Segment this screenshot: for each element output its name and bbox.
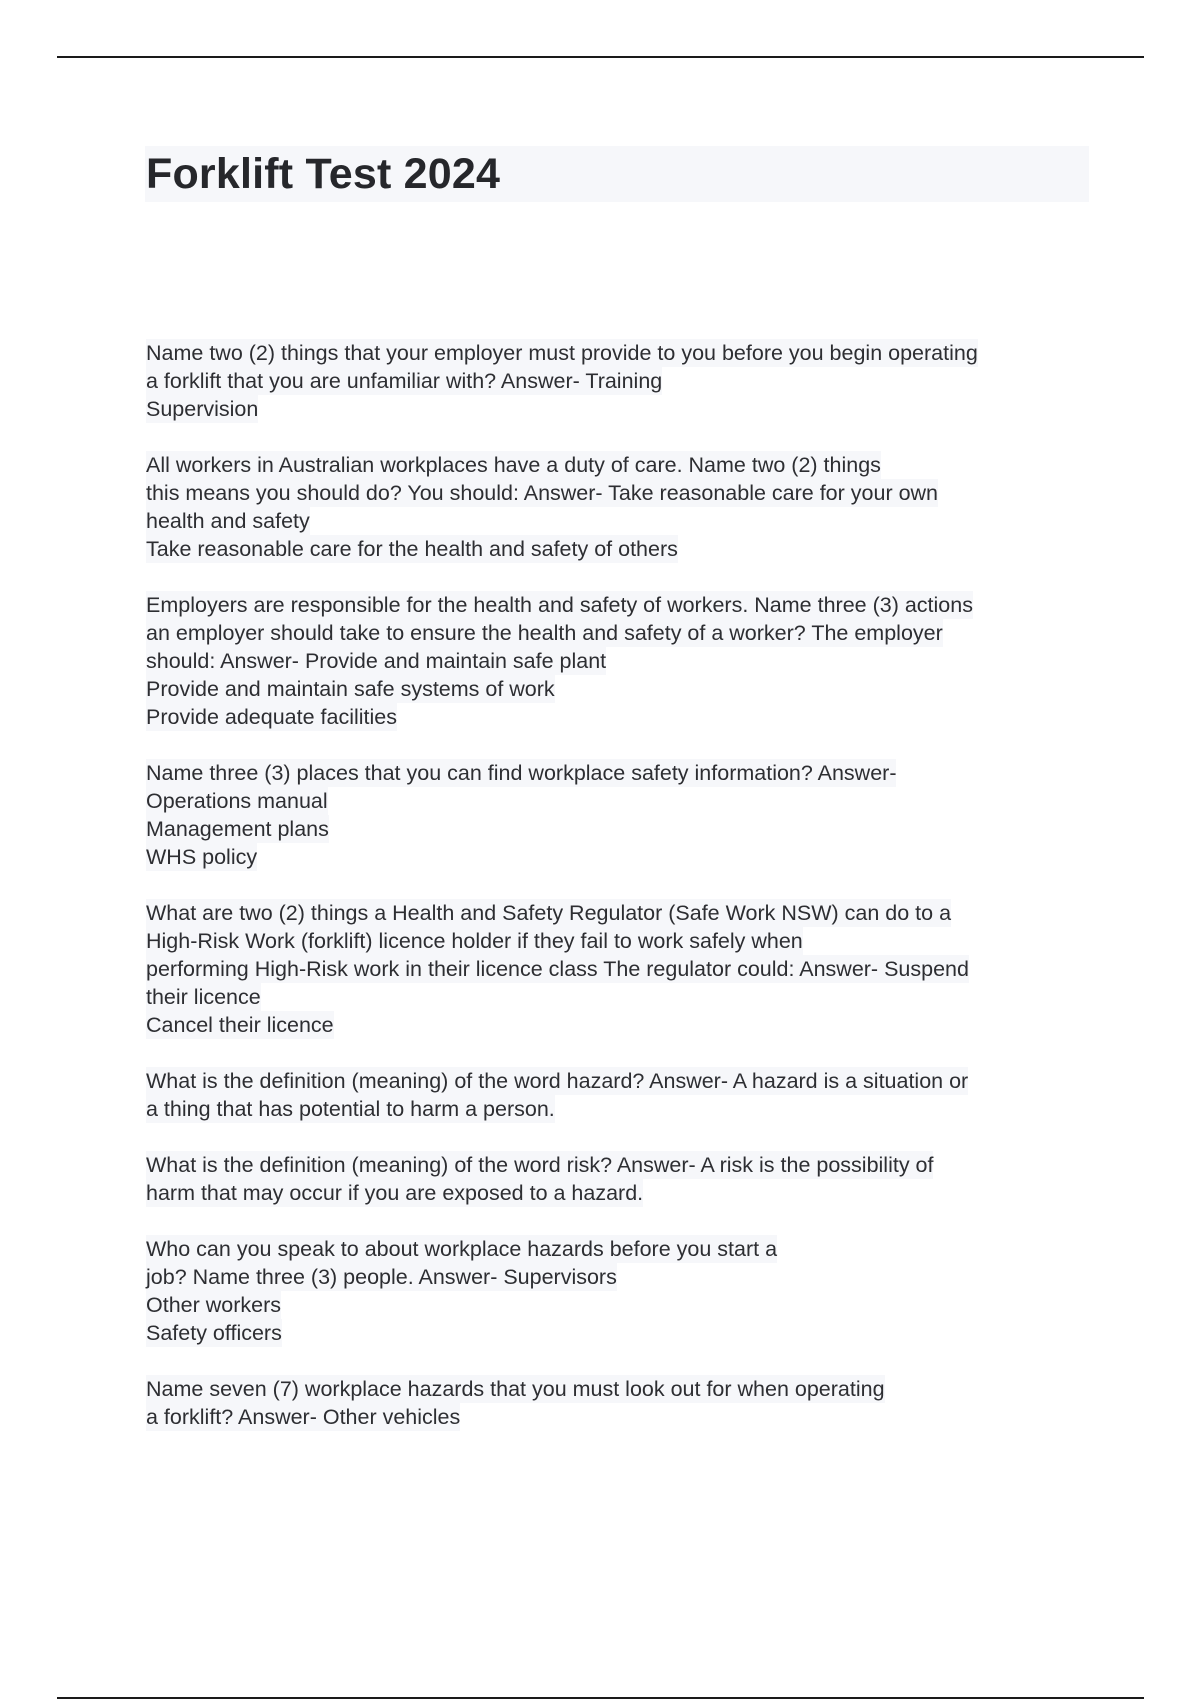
- bottom-rule: [57, 1697, 1144, 1699]
- qa-line: What is the definition (meaning) of the word hazard? Answer- A hazard is a situation or: [146, 1069, 969, 1093]
- qa-item-4: [146, 759, 1096, 871]
- qa-line: What is the definition (meaning) of the word risk? Answer- A risk is the possibility of: [146, 1153, 934, 1177]
- top-rule: [57, 56, 1144, 58]
- qa-line: Provide and maintain safe systems of work: [146, 677, 555, 701]
- qa-line: Supervision: [146, 397, 259, 421]
- qa-line: Safety officers: [146, 1321, 282, 1345]
- qa-item-2: [146, 451, 1096, 563]
- qa-line: a thing that has potential to harm a person.: [146, 1097, 555, 1121]
- qa-item-1: [146, 339, 1096, 423]
- qa-line: Name two (2) things that your employer must provide to you before you begin operating: [146, 341, 978, 365]
- qa-line: job? Name three (3) people. Answer- Supervisors: [146, 1265, 617, 1289]
- qa-line: this means you should do? You should: Answer- Take reasonable care for your own: [146, 481, 939, 505]
- qa-item-5: [146, 899, 1096, 1039]
- qa-line: an employer should take to ensure the health and safety of a worker? The employer: [146, 621, 943, 645]
- qa-line: Other workers: [146, 1293, 282, 1317]
- qa-line: health and safety: [146, 509, 310, 533]
- qa-line: Provide adequate facilities: [146, 705, 397, 729]
- qa-line: a forklift that you are unfamiliar with? Answer- Training: [146, 369, 663, 393]
- qa-item-7: [146, 1151, 1096, 1207]
- qa-line: High-Risk Work (forklift) licence holder if they fail to work safely when: [146, 929, 803, 953]
- qa-line: should: Answer- Provide and maintain safe plant: [146, 649, 607, 673]
- qa-line: Management plans: [146, 817, 329, 841]
- qa-line: Operations manual: [146, 789, 328, 813]
- qa-line: Name three (3) places that you can find workplace safety information? Answer-: [146, 761, 897, 785]
- qa-line: Employers are responsible for the health and safety of workers. Name three (3) actions: [146, 593, 973, 617]
- qa-line: performing High-Risk work in their licence class The regulator could: Answer- Suspend: [146, 957, 969, 981]
- qa-line: Name seven (7) workplace hazards that you must look out for when operating: [146, 1377, 885, 1401]
- qa-line: their licence: [146, 985, 261, 1009]
- qa-line: harm that may occur if you are exposed to a hazard.: [146, 1181, 644, 1205]
- qa-line: WHS policy: [146, 845, 258, 869]
- qa-line: Who can you speak to about workplace hazards before you start a: [146, 1237, 778, 1261]
- qa-line: All workers in Australian workplaces have a duty of care. Name two (2) things: [146, 453, 881, 477]
- qa-item-6: [146, 1067, 1096, 1123]
- question-list: [146, 339, 1096, 1459]
- qa-line: Take reasonable care for the health and safety of others: [146, 537, 678, 561]
- qa-item-3: [146, 591, 1096, 731]
- qa-item-8: [146, 1235, 1096, 1347]
- qa-line: What are two (2) things a Health and Safety Regulator (Safe Work NSW) can do to a: [146, 901, 952, 925]
- document-title: Forklift Test 2024: [146, 150, 501, 198]
- qa-item-9: [146, 1375, 1096, 1431]
- qa-line: a forklift? Answer- Other vehicles: [146, 1405, 461, 1429]
- qa-line: Cancel their licence: [146, 1013, 334, 1037]
